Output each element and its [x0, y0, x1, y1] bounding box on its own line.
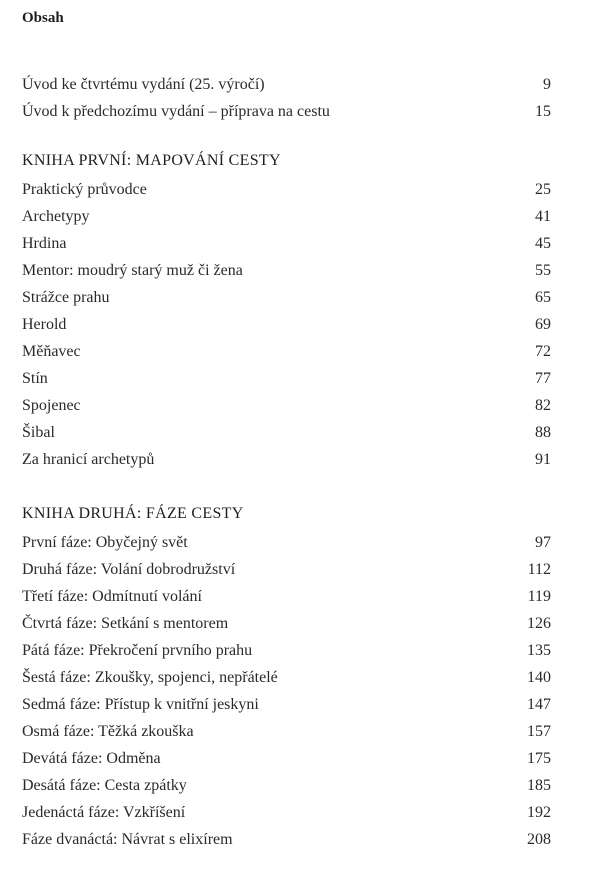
toc-entry-page-number: 147 [527, 696, 551, 713]
toc-entry-title: Druhá fáze: Volání dobrodružství [22, 561, 236, 578]
toc-entry-page-number: 55 [535, 262, 551, 279]
toc-entry-title: Úvod k předchozímu vydání – příprava na cestu [22, 103, 330, 120]
toc-entry[interactable] [22, 664, 551, 691]
toc-entry-page-number: 45 [535, 235, 551, 252]
toc-entry-page-number: 192 [527, 804, 551, 821]
toc-entry-title: Strážce prahu [22, 289, 110, 306]
toc-entry-page-number: 112 [527, 561, 551, 578]
toc-entry[interactable] [22, 365, 551, 392]
toc-entry-title: Třetí fáze: Odmítnutí volání [22, 588, 202, 605]
toc-entry-title: Jedenáctá fáze: Vzkříšení [22, 804, 186, 821]
toc-entry[interactable] [22, 446, 551, 473]
book2-heading: KNIHA DRUHÁ: FÁZE CESTY [22, 505, 244, 522]
toc-entry-title: Praktický průvodce [22, 181, 147, 198]
toc-entry-page-number: 41 [535, 208, 551, 225]
toc-entry[interactable] [22, 637, 551, 664]
toc-entry-title: Desátá fáze: Cesta zpátky [22, 777, 187, 794]
toc-entry[interactable] [22, 799, 551, 826]
toc-entry[interactable] [22, 772, 551, 799]
toc-entry-title: První fáze: Obyčejný svět [22, 534, 188, 551]
toc-entry-title: Šibal [22, 424, 55, 441]
toc-entry[interactable] [22, 230, 551, 257]
toc-entry-page-number: 65 [535, 289, 551, 306]
toc-entry-page-number: 135 [527, 642, 551, 659]
toc-entry-page-number: 208 [527, 831, 551, 848]
toc-entry-page-number: 69 [535, 316, 551, 333]
toc-entry-title: Herold [22, 316, 67, 333]
toc-entry-title: Stín [22, 370, 48, 387]
toc-entry-page-number: 185 [527, 777, 551, 794]
toc-entry[interactable] [22, 583, 551, 610]
book1-section [22, 146, 551, 473]
toc-entry-page-number: 25 [535, 181, 551, 198]
toc-entry-page-number: 157 [527, 723, 551, 740]
toc-entry[interactable] [22, 529, 551, 556]
toc-entry-title: Pátá fáze: Překročení prvního prahu [22, 642, 253, 659]
toc-entry-page-number: 15 [535, 103, 551, 120]
intro-section [22, 71, 551, 125]
toc-entry-title: Spojenec [22, 397, 81, 414]
toc-entry[interactable] [22, 610, 551, 637]
toc-entry[interactable] [22, 311, 551, 338]
toc-entry[interactable] [22, 392, 551, 419]
toc-entry-title: Archetypy [22, 208, 90, 225]
toc-entry-title: Mentor: moudrý starý muž či žena [22, 262, 243, 279]
toc-entry-page-number: 140 [527, 669, 551, 686]
toc-entry-page-number: 77 [535, 370, 551, 387]
toc-entry-title: Fáze dvanáctá: Návrat s elixírem [22, 831, 233, 848]
toc-entry-page-number: 175 [527, 750, 551, 767]
toc-entry[interactable] [22, 338, 551, 365]
toc-entry-title: Osmá fáze: Těžká zkouška [22, 723, 194, 740]
toc-entry[interactable] [22, 257, 551, 284]
toc-entry[interactable] [22, 556, 551, 583]
toc-title: Obsah [22, 10, 64, 26]
toc-entry-title: Devátá fáze: Odměna [22, 750, 161, 767]
book1-heading: KNIHA PRVNÍ: MAPOVÁNÍ CESTY [22, 152, 281, 169]
toc-entry-page-number: 119 [527, 588, 551, 605]
toc-entry-page-number: 82 [535, 397, 551, 414]
book2-section [22, 499, 551, 853]
toc-entry[interactable] [22, 284, 551, 311]
toc-entry-page-number: 88 [535, 424, 551, 441]
toc-entry-title: Sedmá fáze: Přístup k vnitřní jeskyni [22, 696, 259, 713]
toc-entry[interactable] [22, 419, 551, 446]
toc-entry-title: Šestá fáze: Zkoušky, spojenci, nepřátelé [22, 669, 278, 686]
toc-entry[interactable] [22, 98, 551, 125]
toc-entry-page-number: 91 [535, 451, 551, 468]
toc-entry-page-number: 72 [535, 343, 551, 360]
toc-entry[interactable] [22, 718, 551, 745]
toc-entry-title: Úvod ke čtvrtému vydání (25. výročí) [22, 76, 265, 93]
toc-entry[interactable] [22, 203, 551, 230]
toc-entry[interactable] [22, 745, 551, 772]
toc-entry-page-number: 126 [527, 615, 551, 632]
toc-entry[interactable] [22, 691, 551, 718]
toc-entry-title: Měňavec [22, 343, 81, 360]
toc-entry-page-number: 97 [535, 534, 551, 551]
toc-entry-title: Za hranicí archetypů [22, 451, 155, 468]
toc-entry[interactable] [22, 826, 551, 853]
toc-entry-title: Čtvrtá fáze: Setkání s mentorem [22, 615, 229, 632]
toc-entry-title: Hrdina [22, 235, 67, 252]
toc-entry-page-number: 9 [543, 76, 551, 93]
toc-entry[interactable] [22, 71, 551, 98]
toc-entry[interactable] [22, 176, 551, 203]
